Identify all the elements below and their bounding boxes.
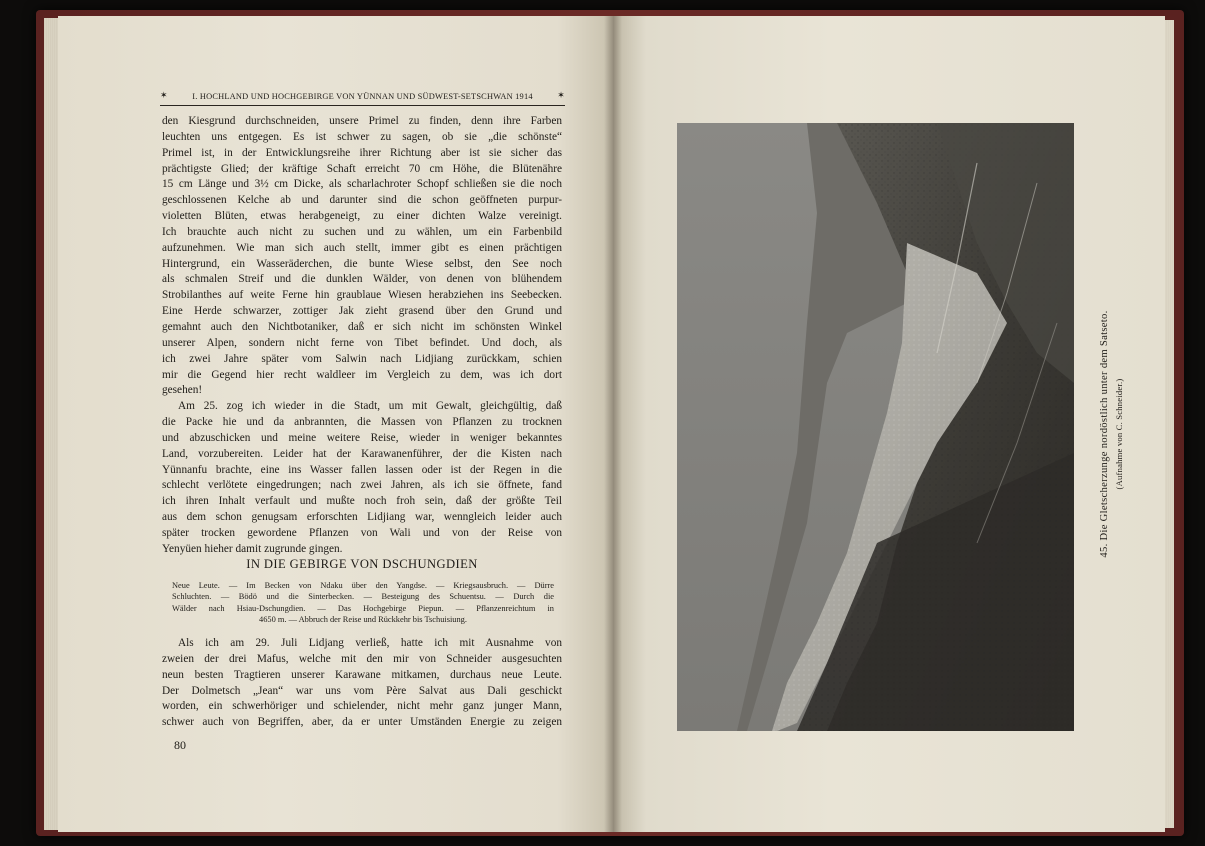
text-line: 15 cm Länge und 3½ cm Dicke, als scharlachroter Schopf schließen sie die noch [162, 178, 562, 191]
text-line: den Kiesgrund durchschneiden, unsere Primel zu finden, denn ihre Farben [162, 115, 562, 127]
paragraph-2 [162, 399, 562, 557]
text-line: Neue Leute. — Im Becken von Ndaku über den Yangdse. — Kriegsausbruch. — Dürre [172, 581, 554, 590]
text-line: Land, vorzubereiten. Leider hat der Karawanenführer, der die Kisten nach [162, 447, 562, 460]
star-ornament-left: ✶ [160, 90, 168, 100]
text-line: Wälder nach Hsiau-Dschungdien. — Das Hochgebirge Piepun. — Pflanzenreichtum in [172, 603, 554, 613]
text-line: Eine Herde schwarzer, zottiger Jak zieht grasend über den Grund und [162, 305, 562, 318]
page-number: 80 [174, 738, 186, 752]
text-line: aufzunehmen. Wie man sich auch stellt, immer gibt es einen prächtigen [162, 241, 562, 254]
text-line: Ich brauchte auch nicht zu suchen und zu wählen, um ein Farbenbild [162, 225, 562, 238]
chapter-synopsis [172, 580, 554, 626]
text-line: worden, ein schwerhöriger und schielender, nicht mehr ganz junger Mann, [162, 700, 562, 713]
text-line: unserer Alpen, sondern nicht ferne von Tibet befindet. Und doch, als [162, 336, 562, 349]
text-line: Am 25. zog ich wieder in die Stadt, um mit Gewalt, gleichgültig, daß [178, 400, 562, 413]
text-line: leuchten uns entgegen. Es ist schwer zu sagen, ob sie „die schönste“ [162, 130, 562, 143]
text-line: ich ihren Inhalt verfault und mußte noch froh sein, daß der größte Teil [162, 495, 562, 508]
text-line: Der Dolmetsch „Jean“ war uns vom Père Salvat aus Dali geschickt [162, 684, 562, 697]
running-head-text: I. HOCHLAND UND HOCHGEBIRGE VON YÜNNAN UND SÜDWEST-SETSCHWAN 1914 [192, 92, 533, 101]
text-line: violetten Blüten, etwas herabgeneigt, zu einer dichten Walze vereinigt. [162, 210, 562, 223]
photo-caption [1098, 304, 1126, 564]
text-line: Hintergrund, ein Wasseräderchen, die bunte Wiese selbst, den See noch [162, 257, 562, 270]
text-line: gesehen! [162, 384, 203, 397]
text-line: als schmalen Streif und die dunklen Wälder, von denen von blühendem [162, 273, 562, 286]
caption-credit: (Aufnahme von C. Schneider.) [1114, 378, 1124, 490]
text-line: Yünnanfu brachte, eine ins Wasser fallen lassen oder ist der Regen in die [162, 463, 562, 476]
text-line: Strobilanthes auf weite Ferne hin graublaue Wiesen herabziehen ins Seebecken. [162, 289, 562, 302]
chapter-title: IN DIE GEBIRGE VON DSCHUNGDIEN [246, 557, 478, 571]
text-line: und abzuschicken und meine weitere Reise, wieder in weniger bekanntes [162, 431, 562, 444]
running-head [160, 84, 565, 106]
text-line: 4650 m. — Abbruch der Reise und Rückkehr bis Tschuisiung. [259, 615, 467, 625]
text-line: Schluchten. — Bödö und die Sinterbecken. — Besteigung des Schuentsu. — Durch die [172, 592, 554, 602]
text-line: Yenyüen hieher damit zugrunde gingen. [162, 542, 343, 555]
text-line: zweien der drei Mafus, welche mit den mir von Schneider ausgesuchten [162, 652, 562, 665]
body-text [162, 114, 562, 558]
book-gutter [604, 16, 622, 832]
text-line: geschlossenen Kelche ab und darunter sind die schon geöffneten purpur- [162, 194, 562, 207]
star-ornament-right: ✶ [557, 90, 565, 100]
text-line: neun besten Tragtieren unserer Karawane mitkamen, durchaus neue Leute. [162, 668, 562, 681]
text-line: gemahnt auch den Nichtbotaniker, daß er sich nicht im schönsten Winkel [162, 320, 562, 333]
text-line: die Packe hie und da anbrannten, die Massen von Pflanzen zu trocknen [162, 416, 562, 429]
text-line: schlecht verlötete eingedrungen; nach zwei Jahren, als ich sie öffnete, fand [162, 479, 562, 492]
text-line: später trocken gewordene Pflanzen von Wali und von der Reise von [162, 526, 562, 539]
glacier-photograph [677, 123, 1074, 731]
glacier-photo-illustration [677, 123, 1074, 731]
paragraph-3 [162, 636, 562, 731]
caption-main: 45. Die Gletscherzunge nordöstlich unter dem Satseto. [1099, 310, 1110, 558]
text-line: mir die Gegend hier recht waldleer im Vergleich zu dem, was ich dort [162, 368, 562, 381]
text-line: ich zwei Jahre später vom Salwin nach Lidjiang zurückkam, schien [162, 352, 562, 365]
text-line: Als ich am 29. Juli Lidjang verließ, hatte ich mit Ausnahme von [178, 637, 562, 649]
text-line: prächtigste Glied; der kräftige Schaft erreicht 70 cm Höhe, die Blütenähre [162, 162, 562, 175]
text-line: Primel ist, in der Entwicklungsreihe ihrer Richtung aber ist sie sicher das [162, 146, 562, 159]
text-line: schwer auch von Begriffen, aber, da er unter Umständen Energie zu zeigen [162, 716, 562, 729]
paragraph-1 [162, 114, 562, 399]
text-line: aus dem schon genugsam erforschten Lidjiang war, wenngleich leider auch [162, 511, 562, 524]
